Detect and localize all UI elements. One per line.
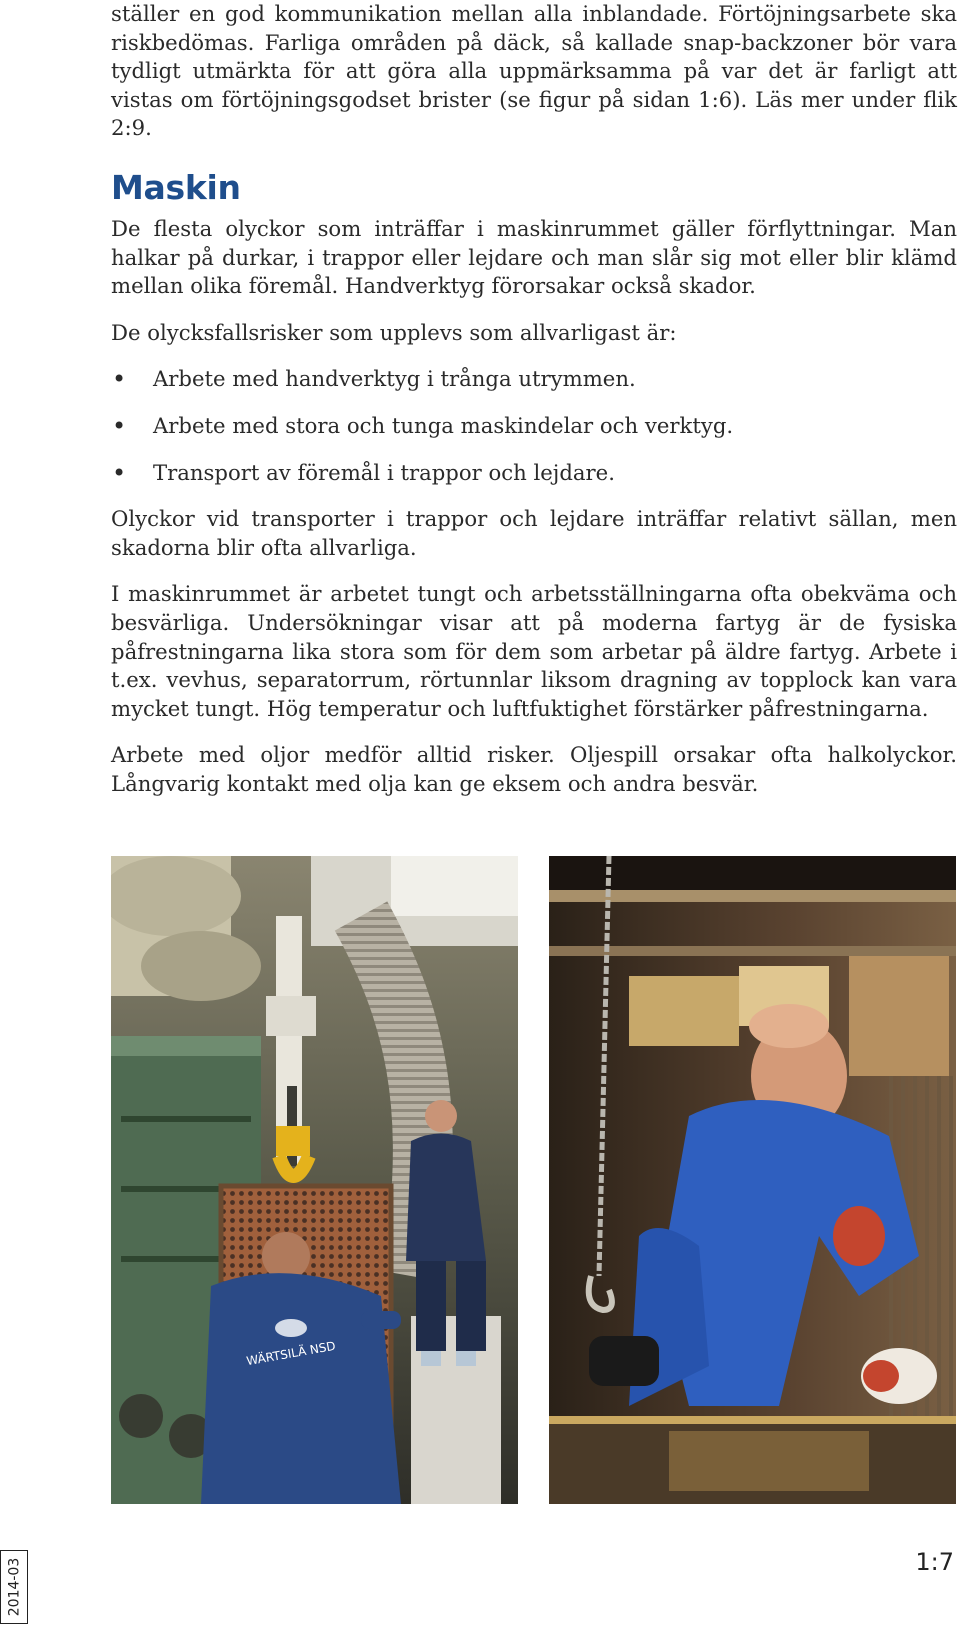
risk-list: [111, 365, 957, 487]
paragraph-4: I maskinrummet är arbetet tungt och arbetsställningarna ofta obekväma och besvärliga. Undersökningar visar att på moderna fartyg är de fysiska påfrestningarna lika stora som för dem som arbetar på äldre fartyg. Arbete i t.ex. vevhus, separatorrum, rörtunnlar liksom dragning av topplock kan vara mycket tungt. Hög temperatur och luftfuktighet förstärker påfrestningarna.: [111, 581, 957, 721]
paragraph-5: Arbete med oljor medför alltid risker. Oljespill orsakar ofta halkolyckor. Långvarig kontakt med olja kan ge eksem och andra besvär.: [111, 742, 957, 796]
paragraph-2: De olycksfallsrisker som upplevs som allvarligast är:: [111, 319, 677, 345]
page-number: 1:7: [915, 1548, 954, 1576]
date-stamp-text: 2014-03: [6, 1557, 22, 1617]
list-item: • Arbete med handverktyg i trånga utrymmen.: [111, 365, 957, 394]
list-item: • Transport av föremål i trappor och lejdare.: [111, 459, 957, 488]
paragraph-3: Olyckor vid transporter i trappor och lejdare inträffar relativt sällan, men skadorna blir ofta allvarliga.: [111, 506, 957, 560]
wartsila-logo-text: WÄRTSILÄ NSD: [245, 1338, 337, 1369]
list-item: • Arbete med stora och tunga maskindelar och verktyg.: [111, 412, 957, 441]
intro-text: ställer en god kommunikation mellan alla inblandade. Förtöjningsarbete ska riskbedömas. Farliga områden på däck, så kallade snap-backzoner bör vara tydligt utmärkta för att göra alla uppmärksamma på var det är farligt att vistas om förtöjningsgodset brister (se figur på sidan 1:6). Läs mer under flik 2:9.: [111, 1, 957, 141]
engine-room-photo: [111, 856, 518, 1504]
intro-paragraph: [111, 0, 957, 161]
paragraph-1: De flesta olyckor som inträffar i maskinrummet gäller förflyttningar. Man halkar på durkar, i trappor eller lejdare och man slår sig mot eller blir klämd mellan olika föremål. Handverktyg förorsakar också skador.: [111, 216, 957, 299]
section-title: Maskin: [111, 168, 241, 207]
section-body: [111, 215, 957, 817]
hatch-worker-illustration: [549, 856, 956, 1504]
engine-room-illustration: [111, 856, 518, 1504]
hatch-worker-photo: [549, 856, 956, 1504]
date-stamp: [0, 1550, 28, 1624]
